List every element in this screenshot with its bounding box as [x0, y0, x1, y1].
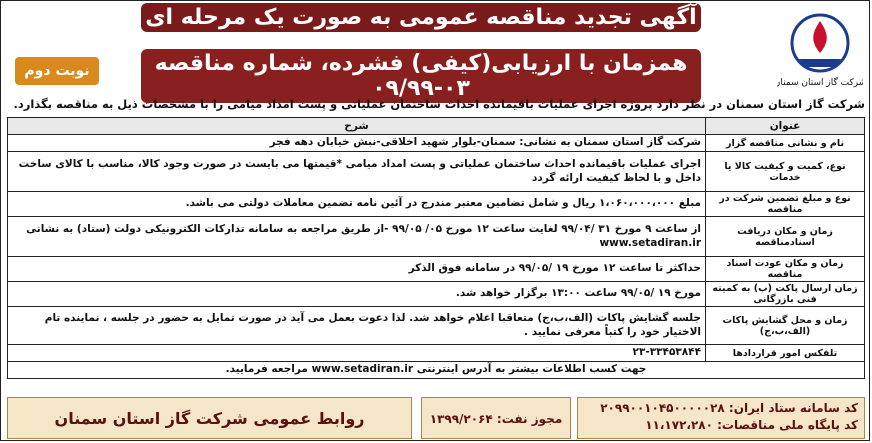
row-value: مبلغ ۱،۰۶۰،۰۰۰،۰۰۰ ریال و شامل تضامین معتبر مندرج در آئین نامه تضمین معاملات دولتی می باشد.: [8, 192, 706, 217]
notice-title-line1: آگهی تجدید مناقصه عمومی به صورت یک مرحله ای: [141, 3, 701, 32]
setad-code: کد سامانه ستاد ایران: ۲۰۹۹۰۰۱۰۴۵۰۰۰۰۰۲۸: [600, 401, 858, 415]
logo-caption: شرکت گاز استان سمنان: [777, 78, 863, 88]
gas-company-logo: [777, 9, 863, 91]
row-label: زمان و مکان عودت اسناد مناقصه: [706, 257, 865, 282]
table-row: [8, 135, 865, 152]
row-label: تلفکس امور قراردادها: [706, 345, 865, 362]
table-row: [8, 152, 865, 192]
row-value: حداکثر تا ساعت ۱۲ مورخ ۱۹ /۹۹/۰۵ در سامانه فوق الذکر: [8, 257, 706, 282]
row-label: نام و نشانی مناقصه گزار: [706, 135, 865, 152]
row-value: شرکت گاز استان سمنان به نشانی: سمنان-بلوار شهید اخلاقی-نبش خیابان دهه فجر: [8, 135, 706, 152]
row-label: زمان و محل گشایش پاکات (الف،ب،ج): [706, 307, 865, 345]
table-row: [8, 192, 865, 217]
table-row: [8, 307, 865, 345]
public-relations: روابط عمومی شرکت گاز استان سمنان: [7, 397, 412, 439]
table-row: [8, 217, 865, 257]
row-label: نوع و مبلغ تضمین شرکت در مناقصه: [706, 192, 865, 217]
table-row: [8, 282, 865, 307]
table-header-row: [8, 118, 865, 135]
row-label: زمان ارسال پاکت (ب) به کمیته فنی بازرگانی: [706, 282, 865, 307]
row-label: نوع، کمیت و کیفیت کالا یا خدمات: [706, 152, 865, 192]
column-header-title: عنوان: [706, 118, 865, 135]
row-value: اجرای عملیات باقیمانده احداث ساختمان عملیاتی و پست امداد میامی *قیمتها می بایست در صورت وجود کالا، مناسب با کالای ساخت داخل و با لحاظ کیفیت ارائه گردد: [8, 152, 706, 192]
intro-text: شرکت گاز استان سمنان در نظر دارد پروژه اجرای عملیات باقیمانده احداث ساختمان عملیاتی و پست امداد میامی را با مشخصات ذیل به مناقصه بگذارد.: [13, 97, 865, 111]
permit-number: مجوز نفت: ۱۳۹۹/۲۰۶۴: [421, 397, 571, 439]
row-label: زمان و مکان دریافت اسنادمناقصه: [706, 217, 865, 257]
codes-box: [577, 397, 865, 439]
notice-footer: [7, 397, 865, 439]
row-value: ۲۳-۳۳۴۵۳۸۴۴: [8, 345, 706, 362]
notice-title-line2: همزمان با ارزیابی(کیفی) فشرده، شماره مناقصه ۰۳-۰۹/۹۹: [141, 49, 701, 103]
national-code: کد پایگاه ملی مناقصات: ۱۱،۱۷۲،۲۸۰: [645, 417, 858, 432]
table-footer-row: [8, 362, 865, 379]
table-row: [8, 257, 865, 282]
notice-header: [1, 1, 869, 101]
row-value: جلسه گشایش پاکات (الف،ب،ج) متعاقبا اعلام خواهد شد. لذا دعوت بعمل می آید در صورت تمایل به حضور در جلسه ، نماینده تام الاختیار خود را کتباً معرفی نمایید .: [8, 307, 706, 345]
tender-details-table: [7, 117, 865, 379]
row-value: از ساعت ۹ مورخ ۳۱ /۹۹/۰۴ لغایت ساعت ۱۲ مورخ ۰۵/ ۹۹/۰۵ -از طریق مراجعه به سامانه تدارکات الکترونیکی دولت (ستاد) به نشانی www.setadiran.ir: [8, 217, 706, 257]
table-row: [8, 345, 865, 362]
column-header-description: شرح: [8, 118, 706, 135]
round-badge: نوبت دوم: [15, 57, 99, 85]
more-info-note: جهت کسب اطلاعات بیشتر به آدرس اینترنتی www.setadiran.ir مراجعه فرمایید.: [8, 362, 865, 379]
row-value: مورخ ۱۹ /۹۹/۰۵ ساعت ۱۳:۰۰ برگزار خواهد شد.: [8, 282, 706, 307]
